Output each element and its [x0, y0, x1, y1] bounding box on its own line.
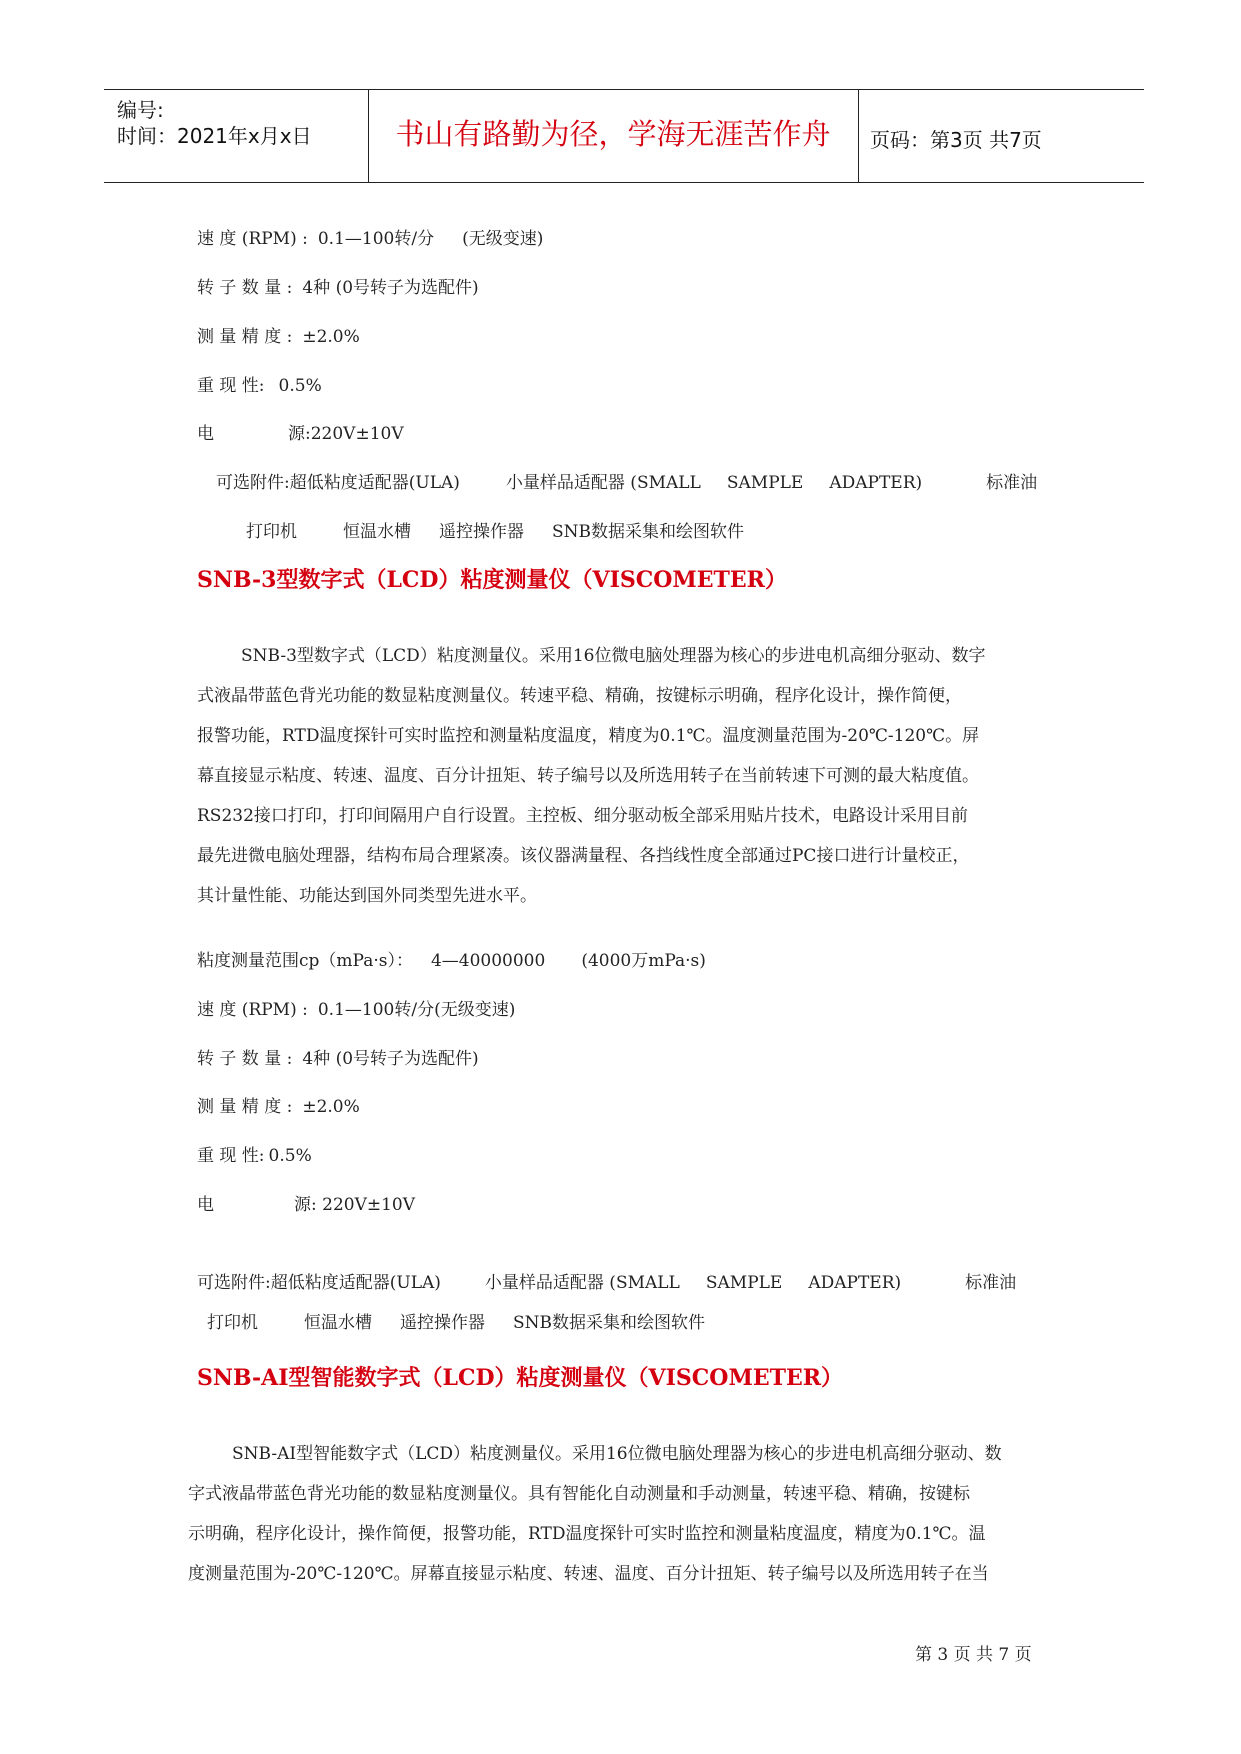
section-title-snb3: SNB-3型数字式（LCD）粘度测量仪（VISCOMETER） [197, 567, 787, 593]
description-snb3: SNB-3型数字式（LCD）粘度测量仪。采用16位微电脑处理器为核心的步进电机高细分驱动、数字 式液晶带蓝色背光功能的数显粘度测量仪。转速平稳、精确，按键标示明确，程序化设计，操作简便， 报警功能，RTD温度探针可实时监控和测量粘度温度，精度为0.1℃。温度测量范围为-20℃-120℃。屏 幕直接显示粘度、转速、温度、百分计扭矩、转子编号以及所选用转子在当前转速下可测的最大粘度值。 RS232接口打印，打印间隔用户自行设置。主控板、细分驱动板全部采用贴片技术，电路设计采用目前 最先进微电脑处理器，结构布局合理紧凑。该仪器满量程、各挡线性度全部通过PC接口进行计量校正， 其计量性能、功能达到国外同类型先进水平。 [197, 646, 986, 906]
spec-rotor-count: 转 子 数 量 : 4种 (0号转子为选配件) [197, 278, 479, 298]
spec-accuracy: 测 量 精 度 : ±2.0% [197, 327, 360, 347]
header-motto: 书山有路勤为径，学海无涯苦作舟 [395, 117, 831, 151]
header-top-rule [104, 89, 1144, 90]
spec-power: 电 源:220V±10V [197, 424, 404, 444]
spec-viscosity-range: 粘度测量范围cp（mPa·s）： 4—40000000 (4000万mPa·s) [197, 951, 706, 971]
header-number-label: 编号: [117, 98, 164, 122]
spec-speed: 速 度 (RPM) : 0.1—100转/分 (无级变速) [197, 229, 544, 249]
header-page-label: 页码：第3页 共7页 [870, 128, 1042, 152]
spec-accuracy-2: 测 量 精 度 : ±2.0% [197, 1097, 360, 1117]
header-divider-right [858, 89, 859, 182]
spec-power-2: 电 源: 220V±10V [197, 1195, 416, 1215]
header-time-label: 时间：2021年x月x日 [117, 124, 312, 148]
section-title-snbai: SNB-AI型智能数字式（LCD）粘度测量仪（VISCOMETER） [197, 1365, 844, 1391]
accessories-row-2: 打印机 恒温水槽 遥控操作器 SNB数据采集和绘图软件 [246, 522, 745, 542]
footer-page-number: 第 3 页 共 7 页 [915, 1645, 1032, 1665]
accessories-row-1-b: 可选附件:超低粘度适配器(ULA) 小量样品适配器 (SMALL SAMPLE ADAPTER) 标准油 [197, 1273, 1017, 1293]
spec-repeatability: 重 现 性: 0.5% [197, 376, 322, 396]
spec-speed-2: 速 度 (RPM) : 0.1—100转/分(无级变速) [197, 1000, 516, 1020]
spec-rotor-count-2: 转 子 数 量 : 4种 (0号转子为选配件) [197, 1049, 479, 1069]
header-bottom-rule [104, 182, 1144, 183]
description-snbai: SNB-AI型智能数字式（LCD）粘度测量仪。采用16位微电脑处理器为核心的步进电机高细分驱动、数 字式液晶带蓝色背光功能的数显粘度测量仪。具有智能化自动测量和手动测量，转速平稳、精确，按键标 示明确，程序化设计，操作简便，报警功能，RTD温度探针可实时监控和测量粘度温度，精度为0.1℃。温 度测量范围为-20℃-120℃。屏幕直接显示粘度、转速、温度、百分计扭矩、转子编号以及所选用转子在当 [188, 1444, 1002, 1584]
spec-repeatability-2: 重 现 性: 0.5% [197, 1146, 312, 1166]
accessories-row-2-b: 打印机 恒温水槽 遥控操作器 SNB数据采集和绘图软件 [207, 1313, 706, 1333]
accessories-row-1: 可选附件:超低粘度适配器(ULA) 小量样品适配器 (SMALL SAMPLE ADAPTER) 标准油 [216, 473, 1038, 493]
